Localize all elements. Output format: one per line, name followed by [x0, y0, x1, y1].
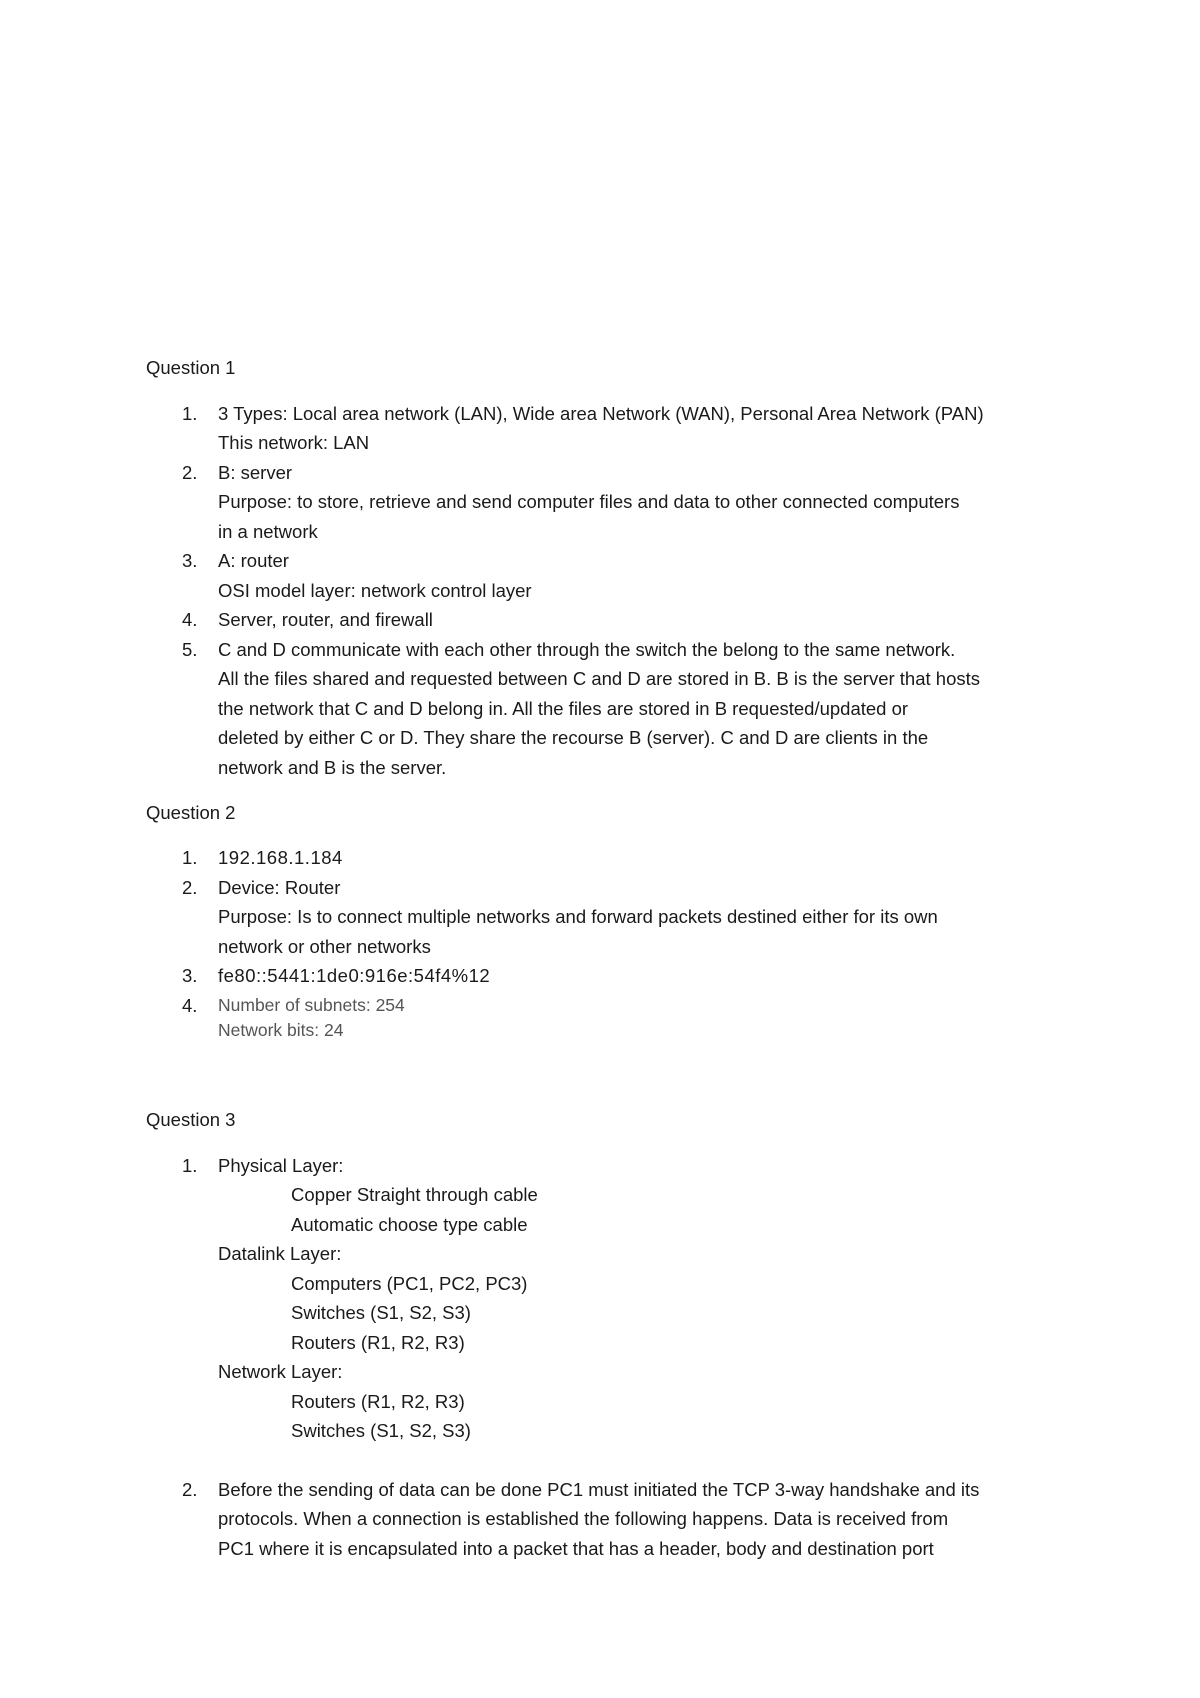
q1-item-3-line-1: A: router: [218, 550, 289, 571]
q3-datalink-entry: Routers (R1, R2, R3): [291, 1332, 465, 1353]
q2-item-2-line-3: network or other networks: [218, 936, 431, 957]
q3-item-2-line-1: Before the sending of data can be done PC1 must initiated the TCP 3-way handshake and its: [218, 1479, 980, 1500]
q1-item-3-number: 3.: [182, 550, 198, 571]
q1-item-5-line-3: the network that C and D belong in. All the files are stored in B requested/updated or: [218, 698, 909, 719]
q3-item-1-number: 1.: [182, 1155, 198, 1176]
q1-item-2-number: 2.: [182, 462, 198, 483]
q1-item-4-line-1: Server, router, and firewall: [218, 609, 433, 630]
question-2-heading: Question 2: [146, 802, 236, 823]
q2-item-1-number: 1.: [182, 847, 198, 868]
question-3-heading: Question 3: [146, 1109, 236, 1130]
q1-item-5-line-2: All the files shared and requested between C and D are stored in B. B is the server that hosts: [218, 668, 981, 689]
q2-item-2-line-2: Purpose: Is to connect multiple networks and forward packets destined either for its own: [218, 906, 938, 927]
q2-item-4-number: 4.: [182, 995, 198, 1016]
q1-item-2-line-1: B: server: [218, 462, 293, 483]
q2-item-3-number: 3.: [182, 965, 198, 986]
q3-item-2-number: 2.: [182, 1479, 198, 1500]
q2-item-2-number: 2.: [182, 877, 198, 898]
q2-item-2-line-1: Device: Router: [218, 877, 341, 898]
q2-item-1-line-1: 192.168.1.184: [218, 847, 343, 868]
q3-network-entry: Routers (R1, R2, R3): [291, 1391, 465, 1412]
q3-datalink-entry: Switches (S1, S2, S3): [291, 1302, 471, 1323]
q3-physical-entry: Automatic choose type cable: [291, 1214, 528, 1235]
q1-item-5-number: 5.: [182, 639, 198, 660]
q1-item-4-number: 4.: [182, 609, 198, 630]
q1-item-2-line-2: Purpose: to store, retrieve and send computer files and data to other connected computers: [218, 491, 960, 512]
q3-physical-entry: Copper Straight through cable: [291, 1184, 538, 1205]
q3-network-entry: Switches (S1, S2, S3): [291, 1420, 471, 1441]
q1-item-5-line-1: C and D communicate with each other through the switch the belong to the same network.: [218, 639, 956, 660]
q3-datalink-layer-label: Datalink Layer:: [218, 1243, 342, 1264]
q3-item-2-line-2: protocols. When a connection is established the following happens. Data is received from: [218, 1508, 949, 1529]
q2-item-4-line-1: Number of subnets: 254: [218, 995, 405, 1015]
q1-item-5-line-4: deleted by either C or D. They share the recourse B (server). C and D are clients in the: [218, 727, 929, 748]
q1-item-3-line-2: OSI model layer: network control layer: [218, 580, 532, 601]
q3-network-layer-label: Network Layer:: [218, 1361, 343, 1382]
q3-physical-layer-label: Physical Layer:: [218, 1155, 344, 1176]
q3-datalink-entry: Computers (PC1, PC2, PC3): [291, 1273, 528, 1294]
question-1-heading: Question 1: [146, 357, 236, 378]
q1-item-2-line-3: in a network: [218, 521, 318, 542]
q1-item-1-number: 1.: [182, 403, 198, 424]
q1-item-1-line-2: This network: LAN: [218, 432, 370, 453]
q1-item-5-line-5: network and B is the server.: [218, 757, 447, 778]
q2-item-4-line-2: Network bits: 24: [218, 1020, 344, 1040]
q2-item-3-line-1: fe80::5441:1de0:916e:54f4%12: [218, 965, 491, 986]
q3-item-2-line-3: PC1 where it is encapsulated into a packet that has a header, body and destination port: [218, 1538, 934, 1559]
q1-item-1-line-1: 3 Types: Local area network (LAN), Wide area Network (WAN), Personal Area Network (PAN): [218, 403, 984, 424]
